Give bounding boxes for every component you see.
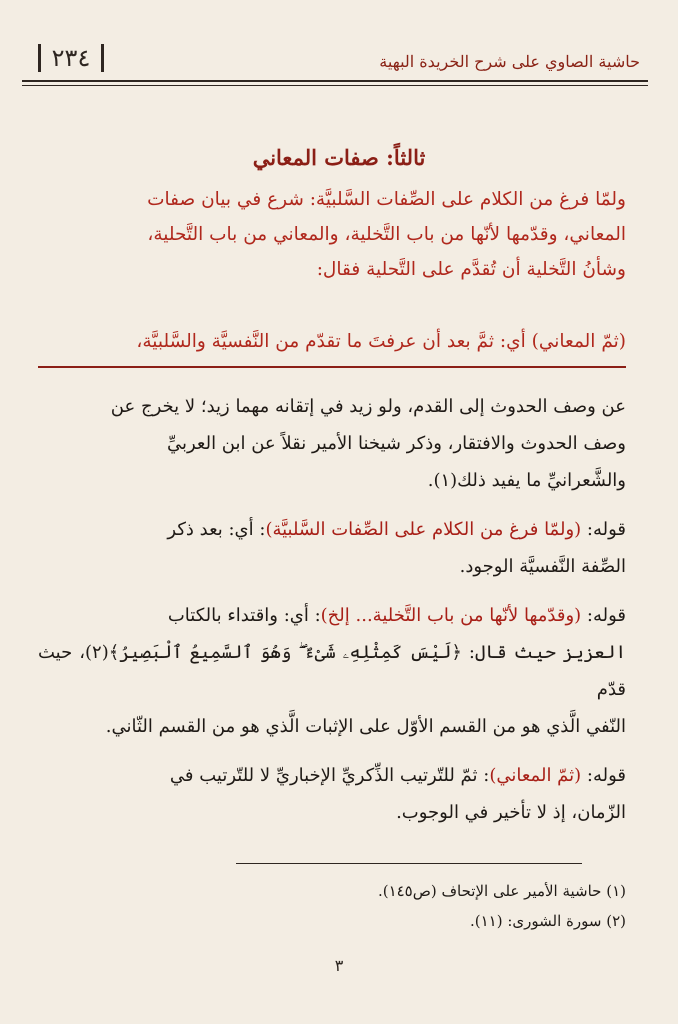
commentary-text: : أي: بعد ذكر [167,519,266,540]
matn-line: ولمّا فرغ من الكلام على الصِّفات السَّلبيَّة: شرع في بيان صفات [147,189,626,210]
quoted-matn: (وقدّمها لأنّها من باب التَّخلية... إلخ) [320,605,582,626]
matn-line: المعاني، وقدّمها لأنّها من باب التَّخلية، والمعاني من باب التَّحلية، [147,224,626,245]
commentary-line: والشَّعرانيِّ ما يفيد ذلك(١). [427,470,626,491]
commentary-line: وصف الحدوث والافتقار، وذكر شيخنا الأمير نقلاً عن ابن العربيِّ [166,433,626,454]
footnote: (٢) سورة الشورى: (١١). [469,912,626,930]
commentary-line: النّفي الَّذي هو من القسم الأوّل على الإثبات الَّذي هو من القسم الثّاني. [105,716,626,737]
commentary-line: الزّمان، إذ لا تأخير في الوجوب. [396,802,626,823]
running-header [22,44,648,84]
quote-prefix: قوله: [581,519,626,540]
quoted-matn: (ولمّا فرغ من الكلام على الصِّفات السَّلبيَّة) [265,519,582,540]
commentary-text: : ثمّ للتّرتيب الذِّكريِّ الإخباريِّ لا للتّرتيب في [169,765,490,786]
header-rule [22,80,648,82]
quote-prefix: قوله: [581,605,626,626]
commentary-text: : أي: واقتداء بالكتاب [167,605,321,626]
footnote-rule [236,863,582,864]
footnotes [80,876,626,936]
matn-block [38,182,626,287]
quote-prefix: قوله: [581,765,626,786]
section-divider [38,366,626,368]
matn-line: وشأنُ التَّخلية أن تُقدَّم على التَّحلية فقال: [316,259,626,280]
commentary-line: الصِّفة النَّفسيَّة الوجود. [459,556,626,577]
commentary-line: العزيز حيث قال: ﴿لَيْسَ كَمِثْلِهِۦ شَىْءٌ ۖ وَهُوَ ٱلسَّمِيعُ ٱلْبَصِيرُ﴾(٢)، حيث قدّم [38,642,626,700]
commentary-line [38,511,626,548]
section-heading: ثالثاً: صفات المعاني [252,145,426,170]
commentary-line [38,757,626,794]
quoted-matn: (ثمّ المعاني) [489,765,582,786]
footnote: (١) حاشية الأمير على الإتحاف (ص١٤٥). [377,882,626,900]
page-number: ٢٣٤ [38,44,104,72]
matn-highlight-line: (ثمّ المعاني) أي: ثمَّ بعد أن عرفتَ ما تقدّم من النَّفسيَّة والسَّلبيَّة، [136,331,626,352]
header-rule-thin [22,85,648,86]
commentary-line: عن وصف الحدوث إلى القدم، ولو زيد في إتقانه مهما زيد؛ لا يخرج عن [110,396,626,417]
header-title: حاشية الصاوي على شرح الخريدة البهية [379,52,640,71]
signature-mark: ٣ [334,956,344,975]
commentary-block [38,388,626,831]
commentary-line [38,597,626,634]
